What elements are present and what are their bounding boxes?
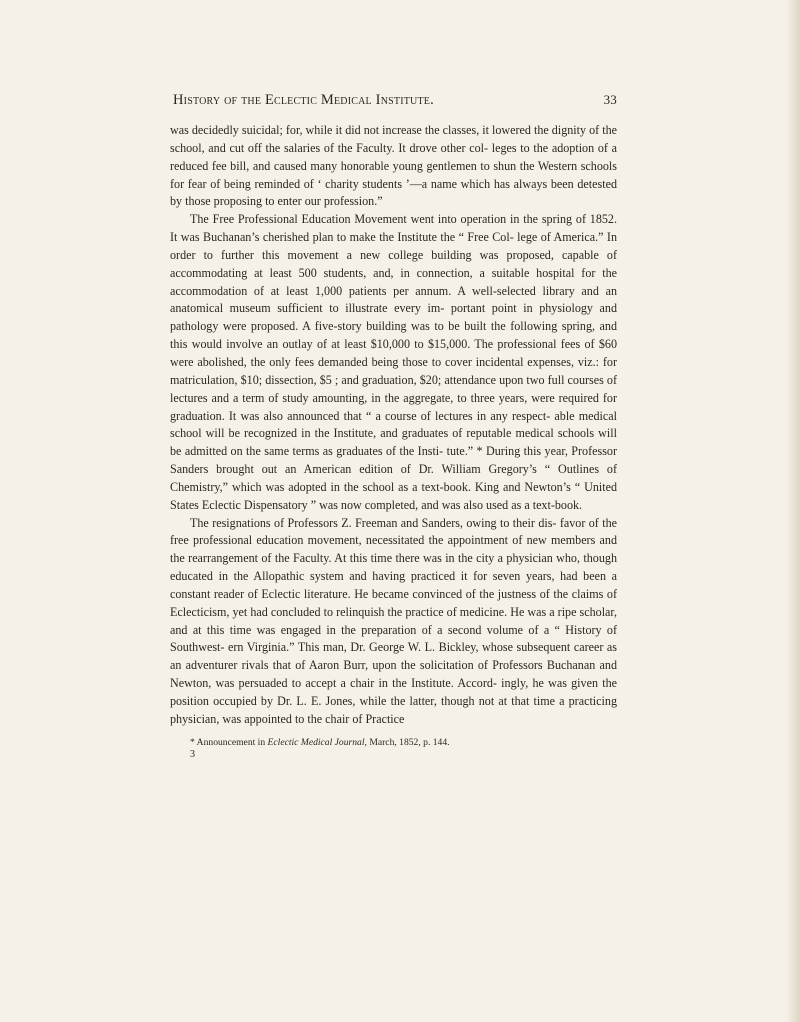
paragraph-3: The resignations of Professors Z. Freeman and Sanders, owing to their dis- favor of the free professional education movement, necessitated the appointment of new members and the rearrangement of the Faculty. At this time there was in the city a physician who, though educated in the Allopathic system and having practiced it for seven years, had been a constant reader of Eclectic literature. He became convinced of the justness of the claims of Eclecticism, yet had concluded to relinquish the practice of medicine. He was a ripe scholar, and at this time was engaged in the preparation of a second volume of a “ History of Southwest- ern Virginia.” This man, Dr. George W. L. Bickley, whose subsequent career as an adventurer rivals that of Aaron Burr, upon the solicitation of Professors Buchanan and Newton, was persuaded to accept a chair in the Institute. Accord- ingly, he was given the position occupied by Dr. L. E. Jones, while the latter, though not at that time a practicing physician, was appointed to the chair of Practice	[170, 515, 617, 726]
signature-mark: 3	[190, 748, 195, 760]
page-number: 33	[603, 92, 617, 107]
paragraph-1: was decidedly suicidal; for, while it did not increase the classes, it lowered the dignity of the school, and cut off the salaries of the Faculty. It drove other col- leges to the adoption of a reduced fee bill, and caused many honorable young gentlemen to shun the Western schools for fear of being reminded of ‘ charity students ’—a name which has always been detested by those proposing to enter our profession.”	[170, 123, 617, 209]
footnote-marker: * Announcement in	[190, 736, 266, 748]
body-text	[170, 122, 617, 729]
book-page	[170, 92, 617, 761]
page-edge-shadow	[786, 0, 800, 1022]
running-header	[170, 92, 617, 114]
paragraph-2: The Free Professional Education Movement went into operation in the spring of 1852. It was Buchanan’s cherished plan to make the Institute the “ Free Col- lege of America.” In order to further this movement a new college building was proposed, capable of accommodating at least 500 students, and, in connection, a suitable hospital for the accommodation of at least 1,000 patients per annum. A well-selected library and an anatomical museum sufficient to illustrate every im- portant point in physiology and pathology were proposed. A five-story building was to be built the following spring, and this would involve an outlay of at least $10,000 to $15,000. The professional fees of $60 were abolished, the only fees demanded being those to cover incidental expenses, viz.: for matriculation, $10; dissection, $5 ; and graduation, $20; attendance upon two full courses of lectures and a term of study amounting, in the aggregate, to three years, were required for graduation. It was also announced that “ a course of lectures in any respect- able medical school will be recognized in the Institute, and graduates of reputable medical schools will be admitted on the same terms as graduates of the Insti- tute.” * During this year, Professor Sanders brought out an American edition of Dr. William Gregory’s “ Outlines of Chemistry,” which was adopted in the school as a text-book. King and Newton’s “ United States Eclectic Dispensatory ” was now completed, and was also used as a text-book.	[170, 212, 617, 512]
running-title: History of the Eclectic Medical Institute.	[173, 92, 434, 108]
footnote-journal: Eclectic Medical Journal,	[267, 736, 367, 748]
footnote	[170, 736, 617, 749]
footnote-rest: March, 1852, p. 144.	[369, 736, 450, 748]
